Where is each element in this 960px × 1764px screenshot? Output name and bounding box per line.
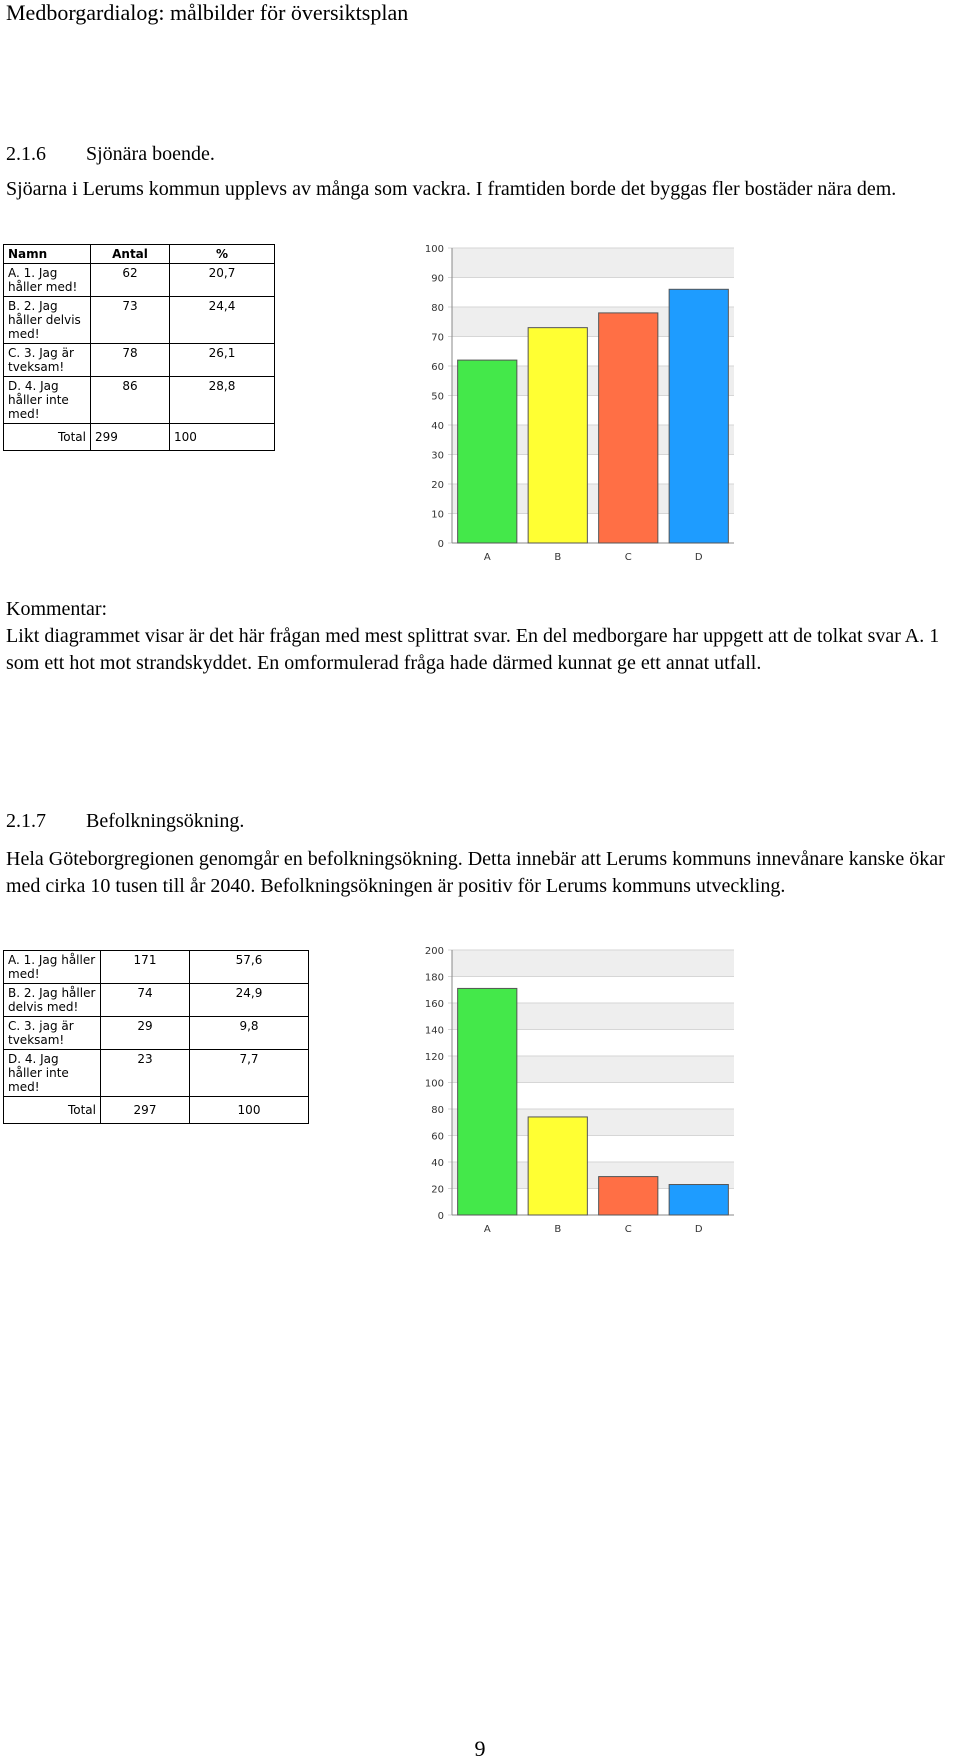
y-tick-label: 20 [431,480,444,491]
bar-c [599,1177,658,1215]
y-tick-label: 60 [431,1131,444,1143]
y-tick-label: 0 [437,539,444,550]
percent-cell: 9,8 [190,1017,309,1050]
table-row [4,344,275,377]
option-cell: A. 1. Jag håller med! [4,264,91,297]
option-cell: A. 1. Jag håller med! [4,951,101,984]
header-cell: Antal [91,245,170,264]
table-row [4,1017,309,1050]
option-cell: B. 2. Jag håller delvis med! [4,297,91,344]
percent-cell: 24,9 [190,984,309,1017]
table-row [4,377,275,424]
y-tick-label: 80 [431,303,444,314]
table-total-row [4,1097,309,1124]
y-tick-label: 100 [424,1078,444,1090]
results-table [3,244,275,451]
option-cell: C. 3. Jag är tveksam! [4,344,91,377]
y-tick-label: 40 [431,421,444,432]
y-tick-label: 80 [431,1105,444,1116]
section-number: 2.1.7 [6,810,46,832]
total-count: 299 [91,424,170,451]
x-tick-label: A [483,1224,491,1235]
section-paragraph: Sjöarna i Lerums kommun upplevs av många som vackra. I framtiden borde det byggas fler bostäder nära dem. [6,178,897,200]
y-tick-label: 200 [424,946,444,957]
option-cell: D. 4. Jag håller inte med! [4,377,91,424]
count-cell: 73 [91,297,170,344]
table-row [4,984,309,1017]
bar-chart-befolkning [414,942,824,1237]
page-number: 9 [474,1736,486,1761]
total-percent: 100 [170,424,275,451]
y-tick-label: 60 [431,362,444,373]
count-cell: 78 [91,344,170,377]
y-tick-label: 160 [424,999,444,1010]
count-cell: 62 [91,264,170,297]
bar-c [599,313,658,543]
percent-cell: 24,4 [170,297,275,344]
y-tick-label: 10 [431,509,444,521]
count-cell: 23 [101,1050,190,1097]
table-total-row [4,424,275,451]
x-tick-label: C [624,552,632,563]
x-tick-label: C [624,1224,632,1235]
bar-d [669,1185,728,1215]
page-header-title: Medborgardialog: målbilder för översiktsplan [6,0,409,25]
comment-label: Kommentar: [6,598,108,620]
x-tick-label: D [694,1224,703,1235]
option-cell: B. 2. Jag håller delvis med! [4,984,101,1017]
section-title: Befolkningsökning. [86,810,245,832]
percent-cell: 57,6 [190,951,309,984]
section-heading [6,143,215,166]
bar-d [669,289,728,543]
percent-cell: 28,8 [170,377,275,424]
count-cell: 86 [91,377,170,424]
grid-band [452,248,734,278]
total-count: 297 [101,1097,190,1124]
y-tick-label: 40 [431,1158,444,1169]
x-tick-label: B [554,552,562,563]
count-cell: 74 [101,984,190,1017]
total-label: Total [4,1097,101,1124]
percent-cell: 20,7 [170,264,275,297]
comment-text: Likt diagrammet visar är det här frågan med mest splittrat svar. En del medborgare har uppgett att de tolkat svar A. 1 som ett hot mot strandskyddet. En omformulerad fråga hade därmed kunnat ge ett annat utfall. [6,625,940,674]
x-tick-label: A [483,552,491,563]
bar-b [528,1117,587,1215]
percent-cell: 26,1 [170,344,275,377]
section-title: Sjönära boende. [86,143,215,165]
x-tick-label: D [694,552,703,563]
header-cell: % [170,245,275,264]
bar-a [458,360,517,543]
table-header-row [4,245,275,264]
bar-a [458,988,517,1215]
bar-b [528,328,587,543]
option-cell: C. 3. jag är tveksam! [4,1017,101,1050]
y-tick-label: 90 [431,273,444,285]
y-tick-label: 30 [431,450,444,462]
y-tick-label: 0 [437,1211,444,1222]
table-row [4,297,275,344]
header-cell: Namn [4,245,91,264]
x-tick-label: B [554,1224,562,1235]
results-table [3,950,309,1124]
y-tick-label: 100 [424,244,444,255]
grid-band [452,950,734,977]
table-row [4,1050,309,1097]
section-number: 2.1.6 [6,143,46,165]
y-tick-label: 50 [431,391,444,403]
section-heading [6,810,244,833]
section-paragraph: Hela Göteborgregionen genomgår en befolkningsökning. Detta innebär att Lerums kommuns innevånare kanske ökar med cirka 10 tusen till år 2040. Befolkningsökningen är positiv för Lerums kommuns utveckling. [6,848,945,897]
bar-chart-sjonara [414,240,824,565]
y-tick-label: 120 [424,1052,444,1063]
y-tick-label: 70 [431,332,444,344]
y-tick-label: 180 [424,972,444,984]
total-percent: 100 [190,1097,309,1124]
y-tick-label: 20 [431,1184,444,1196]
table-row [4,951,309,984]
total-label: Total [4,424,91,451]
option-cell: D. 4. Jag håller inte med! [4,1050,101,1097]
percent-cell: 7,7 [190,1050,309,1097]
y-tick-label: 140 [424,1025,444,1037]
count-cell: 29 [101,1017,190,1050]
count-cell: 171 [101,951,190,984]
table-row [4,264,275,297]
